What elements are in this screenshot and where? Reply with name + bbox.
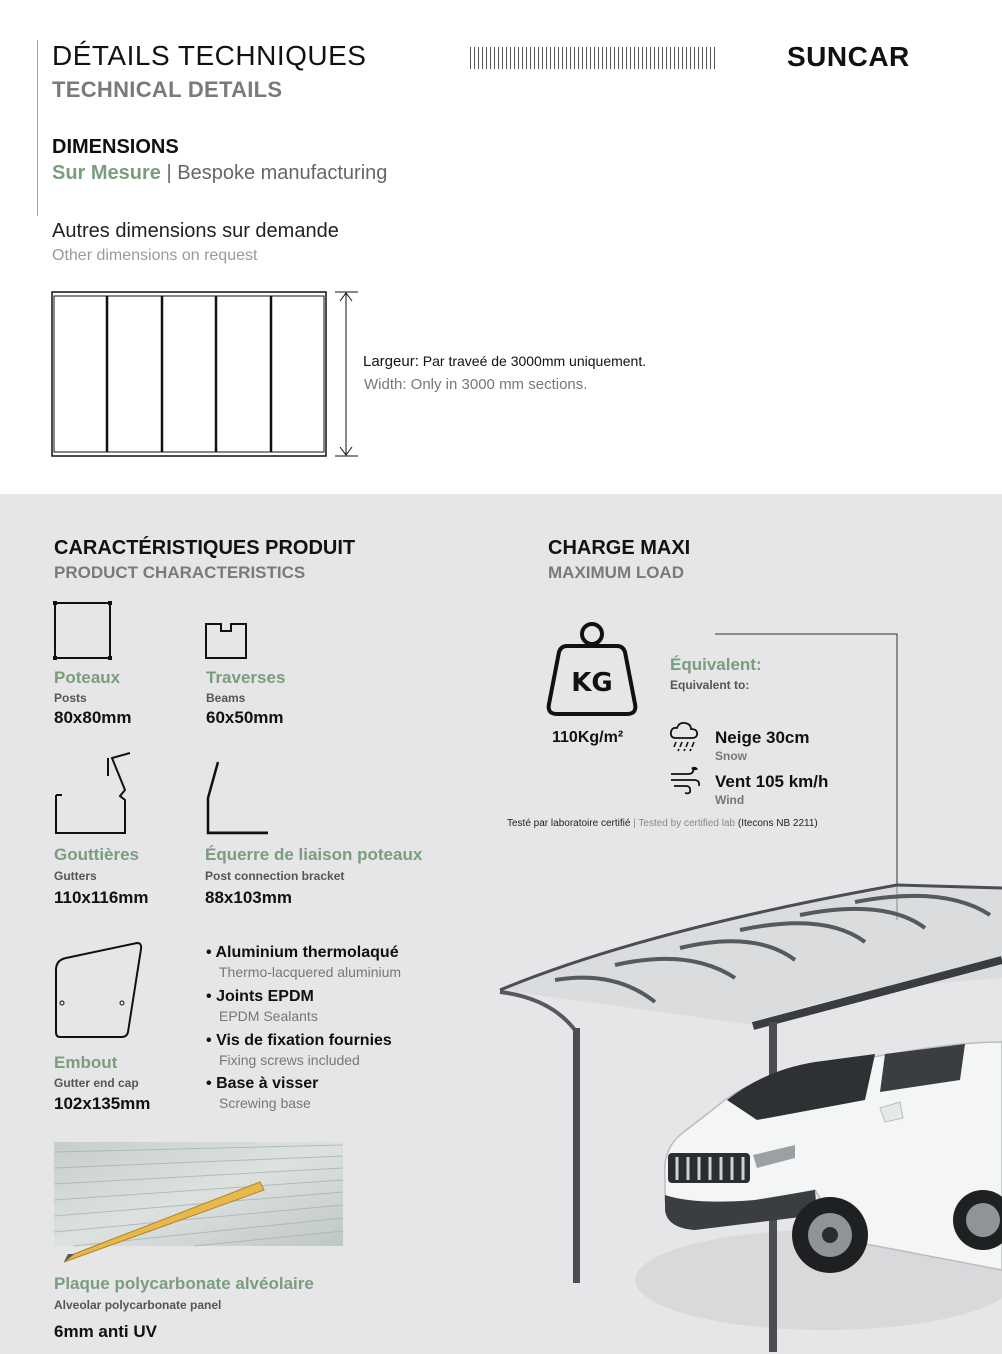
posts-name: Poteaux — [54, 668, 121, 687]
characteristics-title: CARACTÉRISTIQUES PRODUIT — [54, 537, 356, 559]
feature-fr: Base à visser — [216, 1075, 319, 1092]
other-dimensions-fr: Autres dimensions sur demande — [52, 220, 339, 242]
custom-en: Bespoke manufacturing — [177, 162, 388, 184]
feature-fr: Vis de fixation fournies — [216, 1032, 392, 1049]
wind-value: Vent 105 km/h — [715, 772, 829, 791]
carport-top-view-diagram — [50, 289, 362, 461]
feature-fr: Aluminium thermolaqué — [215, 944, 399, 961]
accent-divider — [37, 40, 38, 216]
other-dimensions-en: Other dimensions on request — [52, 247, 258, 264]
panel-name-en: Alveolar polycarbonate panel — [54, 1298, 222, 1312]
page-subtitle: TECHNICAL DETAILS — [52, 77, 283, 102]
features-list — [206, 944, 456, 1119]
bullet-icon: • — [206, 1032, 212, 1049]
width-value: Par traveé de 3000mm uniquement. — [418, 353, 647, 369]
width-info-fr — [363, 353, 646, 370]
tested-en: Tested by certified lab — [638, 818, 736, 829]
end-cap-size: 102x135mm — [54, 1094, 151, 1113]
list-item — [206, 1075, 456, 1119]
beam-profile-icon — [203, 620, 251, 662]
width-label: Largeur: — [363, 353, 419, 370]
load-value: 110Kg/m² — [552, 729, 624, 746]
snow-value: Neige 30cm — [715, 728, 810, 747]
barcode-decoration — [470, 47, 716, 69]
end-cap-name: Embout — [54, 1053, 118, 1072]
square-post-profile-icon — [52, 600, 114, 662]
feature-fr: Joints EPDM — [216, 988, 314, 1005]
snow-label: Snow — [715, 749, 747, 763]
weight-label: KG — [571, 668, 613, 698]
bullet-icon: • — [206, 944, 212, 961]
end-cap-name-en: Gutter end cap — [54, 1076, 139, 1090]
equivalent-subtitle: Equivalent to: — [670, 678, 750, 692]
tested-sep: | — [630, 818, 639, 829]
carport-with-suv-illustration — [495, 630, 1002, 1354]
list-item — [206, 988, 456, 1032]
feature-en: Fixing screws included — [219, 1052, 360, 1068]
width-info-en: Width: Only in 3000 mm sections. — [364, 376, 588, 393]
load-subtitle: MAXIMUM LOAD — [548, 563, 684, 582]
feature-en: Screwing base — [219, 1095, 311, 1111]
bracket-name-en: Post connection bracket — [205, 869, 345, 883]
posts-name-en: Posts — [54, 691, 87, 705]
list-item — [206, 1032, 456, 1075]
bracket-size: 88x103mm — [205, 888, 292, 907]
panel-spec: 6mm anti UV — [54, 1322, 157, 1341]
feature-en: EPDM Sealants — [219, 1008, 318, 1024]
bracket-profile-icon — [202, 758, 272, 838]
gutters-name-en: Gutters — [54, 869, 97, 883]
bullet-icon: • — [206, 1075, 212, 1092]
dimensions-subtitle — [52, 162, 387, 185]
end-cap-icon — [52, 940, 146, 1042]
tested-ref: (Itecons NB 2211) — [735, 818, 818, 829]
separator: | — [160, 162, 178, 184]
characteristics-subtitle: PRODUCT CHARACTERISTICS — [54, 563, 306, 582]
beams-name-en: Beams — [206, 691, 246, 705]
beams-size: 60x50mm — [206, 708, 284, 727]
polycarbonate-panel-image — [54, 1142, 344, 1268]
feature-en: Thermo-lacquered aluminium — [219, 964, 402, 980]
bullet-icon: • — [206, 988, 212, 1005]
beams-name: Traverses — [206, 668, 286, 687]
list-item — [206, 944, 456, 988]
gutter-profile-icon — [52, 750, 134, 838]
custom-fr: Sur Mesure — [52, 162, 161, 184]
wind-label: Wind — [715, 793, 745, 807]
gutters-name: Gouttières — [54, 845, 140, 864]
gutters-size: 110x116mm — [54, 888, 149, 907]
load-title: CHARGE MAXI — [548, 537, 691, 559]
posts-size: 80x80mm — [54, 708, 132, 727]
bracket-name: Équerre de liaison poteaux — [205, 845, 423, 864]
tested-fr: Testé par laboratoire certifié — [507, 818, 631, 829]
panel-name: Plaque polycarbonate alvéolaire — [54, 1274, 314, 1293]
equivalent-title: Équivalent: — [670, 655, 762, 674]
brand-name: SUNCAR — [787, 41, 910, 72]
dimensions-title: DIMENSIONS — [52, 136, 179, 158]
page-title: DÉTAILS TECHNIQUES — [52, 40, 367, 71]
